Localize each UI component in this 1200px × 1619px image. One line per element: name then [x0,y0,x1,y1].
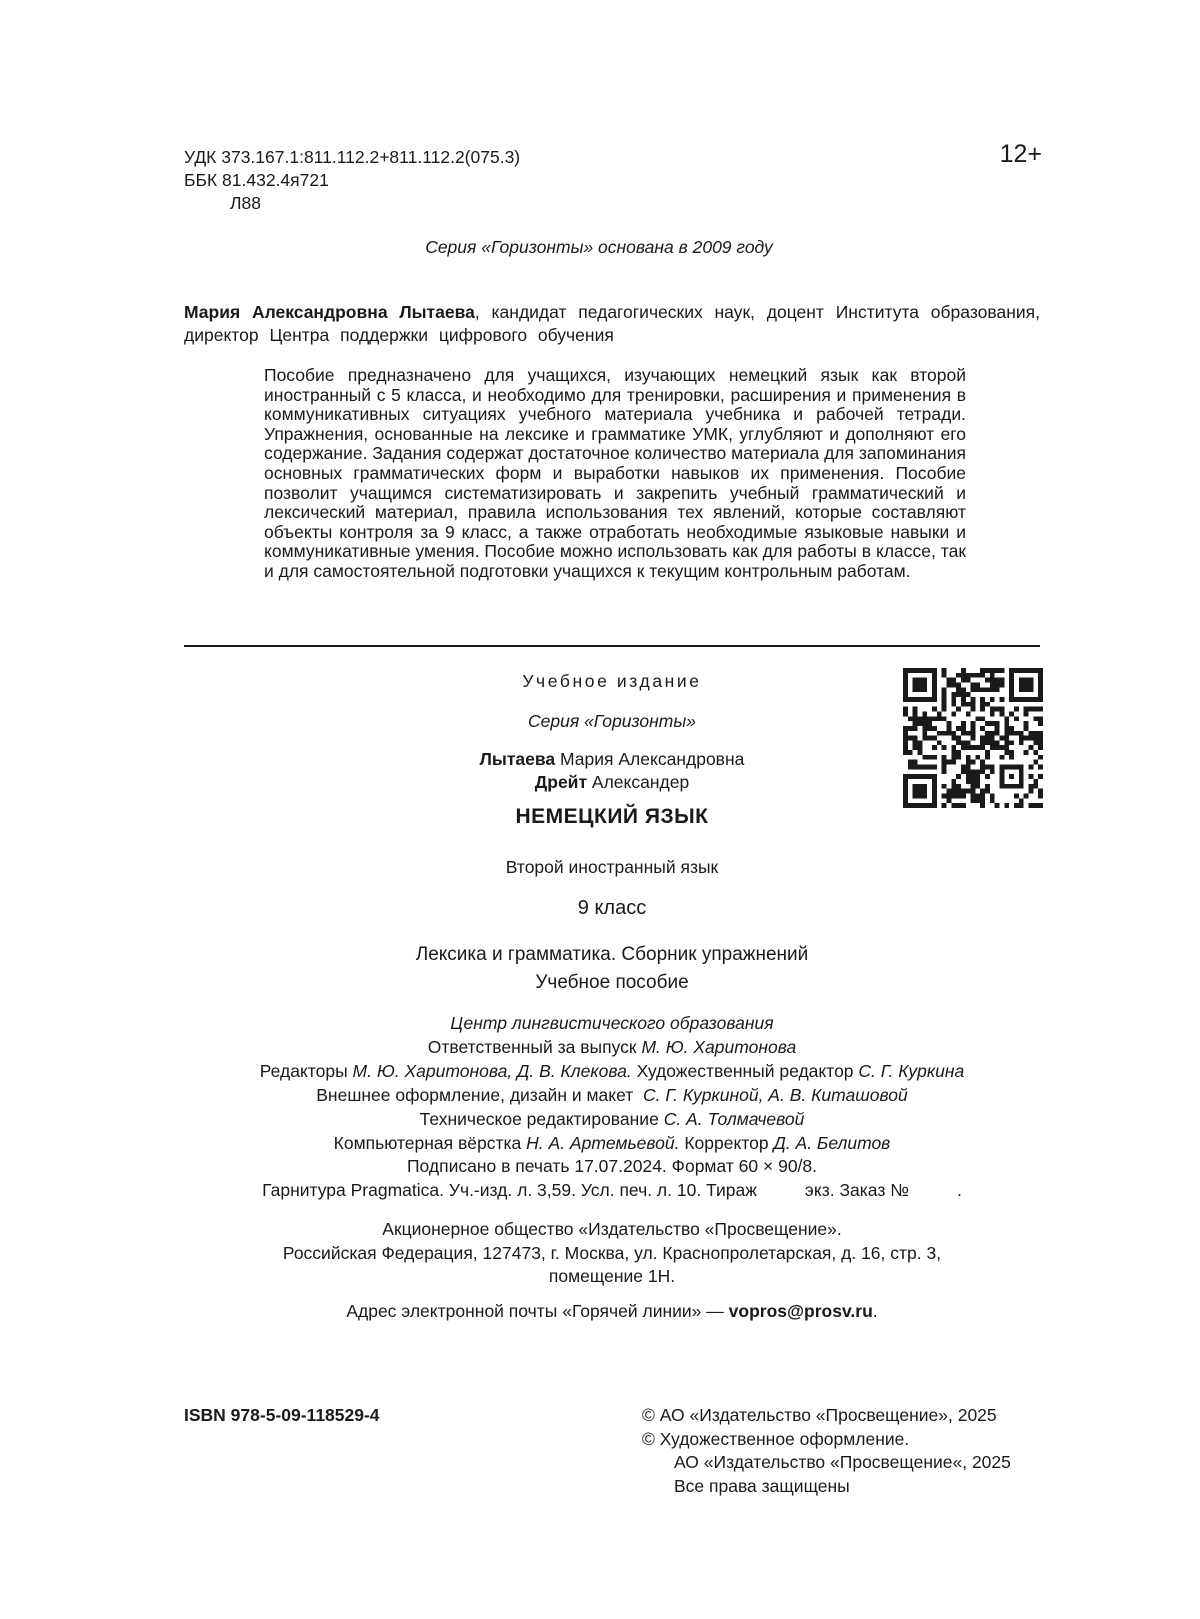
author-mark: Л88 [230,193,261,213]
subtitle-line-1: Лексика и грамматика. Сборник упражнений [415,944,809,965]
age-rating: 12+ [999,140,1042,168]
credits-center: Центр лингвистического образования [450,1013,774,1033]
udk-code: УДК 373.167.1:811.112.2+811.112.2(075.3) [184,147,521,167]
author-bio [184,301,1040,347]
credits-editors: Редакторы М. Ю. Харитонова, Д. В. Клекова. Художественный редактор С. Г. Куркина [259,1061,965,1081]
author-bio-name: Мария Александровна Лытаева [184,302,475,322]
print-info-line-1: Подписано в печать 17.07.2024. Формат 60 × 90/8. [406,1156,818,1176]
series-founded-note: Серия «Горизонты» основана в 2009 году [425,237,773,257]
series-name: Серия «Горизонты» [527,711,696,731]
copyright-line-2: © Художественное оформление. [642,1428,910,1449]
book-annotation: Пособие предназначено для учащихся, изучающих немецкий язык как второй иностранный с 5 класса, и необходимо для тренировки, расширения и применения в коммуникативных ситуациях учебного материала учебника и рабочей тетради. Упражнения, основанные на лексике и грамматике УМК, углубляют и дополняют его содержание. Задания содержат достаточное количество материала для запоминания основных грамматических форм и выработки навыков их применения. Пособие позволит учащимся систематизировать и закрепить учебный грамматический и лексический материал, правила использования тех явлений, которые составляют объекты контроля за 9 класс, а также отработать необходимые языковые навыки и коммуникативные умения. Пособие можно использовать как для работы в классе, так и для самостоятельной подготовки учащихся к текущим контрольным работам. [264,365,966,581]
credits-design: Внешнее оформление, дизайн и макет С. Г. Куркиной, А. В. Киташовой [316,1085,908,1105]
publisher-line-1: Акционерное общество «Издательство «Просвещение». [382,1219,842,1239]
publisher-line-3: помещение 1Н. [548,1266,676,1286]
print-info [184,1155,1040,1202]
credits-block [184,1011,1040,1155]
language-level: Второй иностранный язык [505,857,719,877]
publisher-line-2: Российская Федерация, 127473, г. Москва, ул. Краснопролетарская, д. 16, стр. 3, [282,1242,942,1263]
copyright-block [642,1404,1011,1498]
copyright-line-1: © АО «Издательство «Просвещение», 2025 [642,1405,997,1425]
book-title: НЕМЕЦКИЙ ЯЗЫК [515,805,709,828]
edition-type: Учебное издание [522,671,702,691]
credits-layout: Компьютерная вёрстка Н. А. Артемьевой. Корректор Д. А. Белитов [333,1133,891,1153]
grade-level: 9 класс [577,897,647,919]
credits-responsible: Ответственный за выпуск М. Ю. Харитонова [427,1037,797,1057]
publisher-info [184,1218,1040,1289]
isbn: ISBN 978-5-09-118529-4 [184,1405,380,1425]
bbk-code: ББК 81.432.4я721 [184,170,329,190]
section-divider [184,645,1040,647]
book-subtitle [184,941,1040,997]
copyright-line-3: АО «Издательство «Просвещение«, 2025 [674,1452,1011,1472]
email-link[interactable]: vopros@prosv.ru [728,1301,873,1321]
author-2: Дрейт Александер [534,772,690,792]
print-info-line-2: Гарнитура Pragmatica. Уч.-изд. л. 3,59. Усл. печ. л. 10. Тираж экз. Заказ № . [262,1179,962,1200]
author-1: Лытаева Мария Александровна [479,749,745,769]
classification-codes [184,146,520,215]
credits-tech: Техническое редактирование С. А. Толмачевой [419,1109,805,1129]
rights-reserved: Все права защищены [674,1475,850,1496]
author-bio-text: , кандидат педагогических наук, доцент Института образования, директор Центра поддержки цифрового обучения [184,302,1040,345]
hotline-email: Адрес электронной почты «Горячей линии» — vopros@prosv.ru. [346,1301,878,1321]
authors-list [184,748,1040,794]
subtitle-line-2: Учебное пособие [535,972,689,993]
